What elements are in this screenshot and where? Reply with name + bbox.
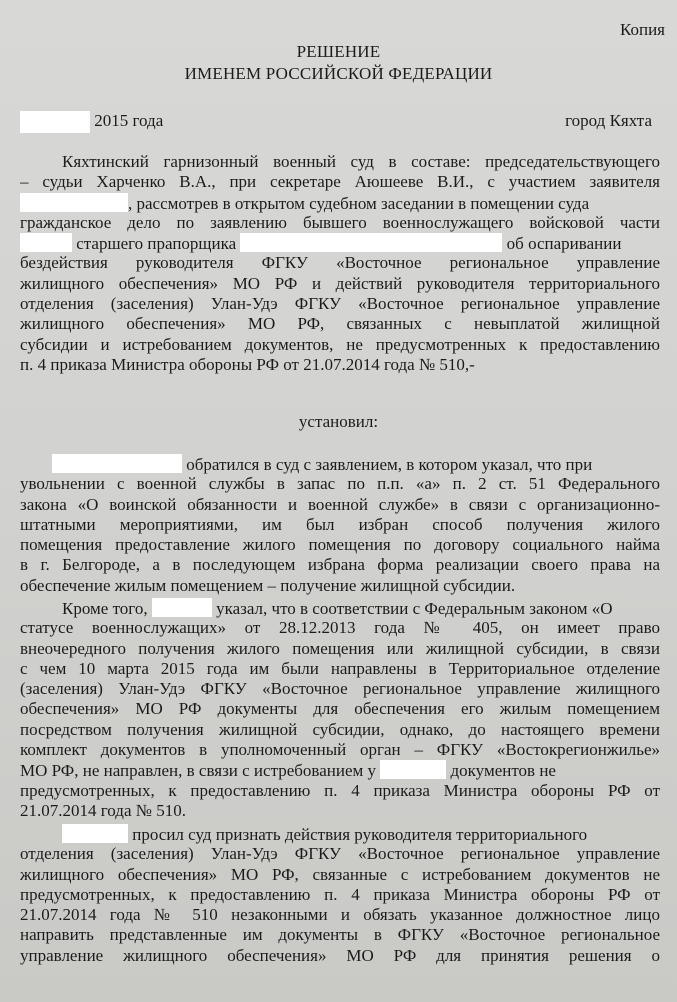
text-line: помещения предоставление жилого помещения по договору социального найма bbox=[20, 535, 660, 555]
decision-title: РЕШЕНИЕ bbox=[296, 42, 381, 61]
text-line: направить представленные им документы в ФГКУ «Восточное региональное bbox=[20, 925, 660, 945]
text-line: закона «О воинской обязанности и военной службе» в связи с организационно- bbox=[20, 494, 660, 514]
text-line: статусе военнослужащих» от 28.12.2013 года № 405, он имеет право bbox=[20, 618, 660, 638]
text-line: в г. Белгороде, а в последующем избрана форма реализации своего права на bbox=[20, 555, 660, 575]
text-line: Кроме того, указал, что в соответствии с Федеральным законом «О bbox=[62, 599, 613, 618]
text-line: отделения (заселения) Улан-Удэ ФГКУ «Восточное региональное управление bbox=[20, 844, 660, 864]
redacted-name bbox=[62, 824, 128, 843]
text-line: бездействия руководителя ФГКУ «Восточное региональное управление bbox=[20, 253, 660, 273]
text-line: отделения (заселения) Улан-Удэ ФГКУ «Восточное региональное управление bbox=[20, 294, 660, 314]
text-line: внеочередного получения жилого помещения или жилищной субсидии, в связи bbox=[20, 638, 660, 658]
redacted-name bbox=[380, 760, 446, 779]
text-line: просил суд признать действия руководителя территориального bbox=[20, 824, 660, 844]
redacted-name bbox=[240, 233, 502, 252]
text-line: комплект документов в уполномоченный орган – ФГКУ «Востокрегионжилье» bbox=[20, 740, 660, 760]
text-line: обеспечения» МО РФ документы для обеспечения его жилым помещением bbox=[20, 699, 660, 719]
text-line: управление жилищного обеспечения» МО РФ для принятия решения о bbox=[20, 945, 660, 965]
redacted-name bbox=[52, 454, 182, 473]
text-line: увольнении с военной службы в запас по п.п. «а» п. 2 ст. 51 Федерального bbox=[20, 474, 660, 494]
text-line: (заселения) Улан-Удэ ФГКУ «Восточное региональное управление жилищного bbox=[20, 679, 660, 699]
redacted-unit bbox=[20, 233, 72, 252]
redacted-name bbox=[20, 193, 128, 212]
redacted-date bbox=[20, 111, 90, 133]
text-line: предусмотренных, к предоставлению п. 4 приказа Министра обороны РФ от bbox=[20, 780, 660, 800]
text-line: жилищного обеспечения» МО РФ и действий руководителя территориального bbox=[20, 273, 660, 293]
paragraph-additional bbox=[20, 598, 660, 821]
text-line: штатными мероприятиями, им был избран способ получения жилого bbox=[20, 514, 660, 534]
text-line: предусмотренных, к предоставлению п. 4 приказа Министра обороны РФ от bbox=[20, 884, 660, 904]
text-line: посредством получения жилищной субсидии, однако, до настоящего времени bbox=[20, 719, 660, 739]
decision-subtitle: ИМЕНЕМ РОССИЙСКОЙ ФЕДЕРАЦИИ bbox=[184, 64, 493, 83]
established-heading: установил: bbox=[298, 412, 379, 431]
redacted-name bbox=[152, 598, 212, 617]
text-line: 21.07.2014 года № 510 незаконными и обязать указанное должностное лицо bbox=[20, 905, 660, 925]
text-line: обеспечение жилым помещением – получение жилищной субсидии. bbox=[20, 575, 516, 595]
text-line: гражданское дело по заявлению бывшего военнослужащего войсковой части bbox=[20, 212, 660, 232]
paragraph-claim bbox=[20, 454, 660, 596]
text-line: с чем 10 марта 2015 года им были направлены в Территориальное отделение bbox=[20, 658, 660, 678]
text-line: МО РФ, не направлен, в связи с истребованием у документов не bbox=[20, 761, 556, 781]
text-line: старшего прапорщика об оспаривании bbox=[20, 233, 660, 253]
text-line: жилищного обеспечения» МО РФ, связанных с невыплатой жилищной bbox=[20, 314, 660, 334]
decision-date: 2015 года bbox=[94, 111, 164, 130]
text-line: , рассмотрев в открытом судебном заседании в помещении суда bbox=[20, 193, 660, 213]
text-line: обратился в суд с заявлением, в котором указал, что при bbox=[20, 454, 660, 474]
text-line: – судьи Харченко В.А., при секретаре Аюшееве В.И., с участием заявителя bbox=[20, 172, 660, 192]
date-line bbox=[20, 111, 660, 133]
paragraph-intro bbox=[20, 152, 660, 375]
text-line: жилищного обеспечения» МО РФ, связанные с истребованием документов не bbox=[20, 864, 660, 884]
text-line: Кяхтинский гарнизонный военный суд в составе: председательствующего bbox=[62, 152, 660, 171]
text-line: субсидии и истребованием документов, не предусмотренных к предоставлению bbox=[20, 334, 660, 354]
paragraph-request bbox=[20, 824, 660, 966]
text-line: 21.07.2014 года № 510. bbox=[20, 800, 186, 820]
copy-label: Копия bbox=[619, 20, 665, 39]
decision-city: город Кяхта bbox=[565, 111, 652, 130]
text-line: п. 4 приказа Министра обороны РФ от 21.07.2014 года № 510,- bbox=[20, 354, 475, 374]
